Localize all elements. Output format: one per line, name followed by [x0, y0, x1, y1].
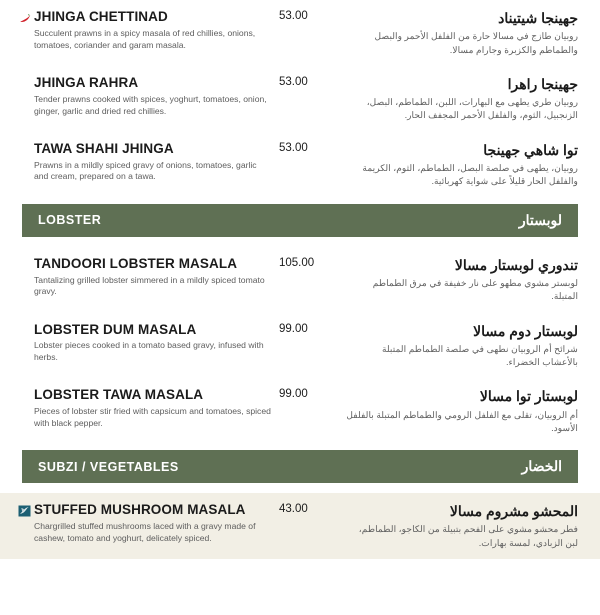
- menu-item-price: 43.00: [279, 503, 308, 516]
- menu-item[interactable]: [0, 0, 600, 66]
- menu-item-arabic: [335, 322, 578, 370]
- menu-item[interactable]: [0, 66, 600, 132]
- section-header: [22, 204, 578, 237]
- section-header: [22, 450, 578, 483]
- menu-item-name: JHINGA RAHRA: [34, 74, 139, 90]
- menu-item-description: Tantalizing grilled lobster simmered in a mildly spiced tomato gravy.: [34, 274, 265, 297]
- menu-item-description: Pieces of lobster stir fried with capsicum and tomatoes, spiced with black pepper.: [34, 406, 271, 429]
- menu-item-description: Prawns in a mildly spiced gravy of onions, tomatoes, garlic and cream, prepared on a tawa.: [34, 159, 257, 182]
- menu-item-english: [18, 75, 273, 118]
- menu-item-name-arabic: توا شاهي جهينجا: [483, 141, 578, 158]
- menu-item-price: 53.00: [279, 141, 308, 154]
- menu-item-description-arabic: شرائح أم الروبيان نطهى في صلصة الطماطم المتبلة بالأعشاب الخضراء.: [381, 343, 578, 368]
- menu-item-price: 53.00: [279, 10, 308, 22]
- menu-item-english: [18, 141, 273, 184]
- menu-item-name: TAWA SHAHI JHINGA: [34, 140, 174, 156]
- section-title-arabic: لوبستار: [518, 211, 562, 228]
- menu-item-arabic: [335, 256, 578, 304]
- menu-item-price: 99.00: [279, 322, 308, 335]
- menu-item[interactable]: [0, 493, 600, 559]
- menu-item-name: LOBSTER TAWA MASALA: [34, 387, 204, 403]
- menu-item-description-arabic: روبيان طازج في مسالا حارة من الفلفل الأحمر والبصل والطماطم والكزبرة وجارام مسالا.: [374, 31, 578, 55]
- menu-item-english: [18, 502, 273, 545]
- menu-item-description-arabic: لوبستر مشوي مطهو على نار خفيفة في مرق الطماطم المتبلة.: [372, 277, 578, 302]
- menu-item-name-arabic: جهينجا شيتيناد: [498, 10, 578, 26]
- menu-item-price: 99.00: [279, 388, 308, 401]
- menu-item[interactable]: [0, 247, 600, 313]
- menu-item-arabic: [335, 141, 578, 189]
- section-title: LOBSTER: [38, 213, 102, 228]
- menu-item-name: STUFFED MUSHROOM MASALA: [34, 502, 246, 518]
- menu-item-name-arabic: جهينجا راهرا: [507, 75, 578, 92]
- menu-item-description: Succulent prawns in a spicy masala of red chillies, onions, tomatoes, coriander and garam masala.: [34, 27, 256, 50]
- menu-item-name: LOBSTER DUM MASALA: [34, 321, 197, 337]
- menu-item-arabic: [335, 502, 578, 550]
- veg-icon: [18, 505, 31, 517]
- menu-item-english: [18, 256, 273, 299]
- menu-item-name: JHINGA CHETTINAD: [34, 9, 168, 24]
- menu-item[interactable]: [0, 132, 600, 198]
- section-title-arabic: الخضار: [521, 458, 562, 475]
- menu-item-name-arabic: لوبستار دوم مسالا: [473, 322, 578, 339]
- menu-item-name: TANDOORI LOBSTER MASALA: [34, 255, 238, 271]
- menu-item-english: [18, 9, 273, 52]
- menu-item-arabic: [335, 387, 578, 435]
- menu-item-english: [18, 322, 273, 365]
- menu-item-description-arabic: فطر محشو مشوي على الفحم بتبيلة من الكاجو، الطماطم، لبن الزبادي، لمسة بهارات.: [358, 524, 578, 548]
- menu-item-name-arabic: تندوري لوبستار مسالا: [454, 256, 578, 273]
- menu-item-description-arabic: روبيان، يطهى في صلصة البصل، الطماطم، الثوم، الكريمة والفلفل الحار قليلاً على شواية كهربائية.: [362, 162, 578, 187]
- menu-item-price: 105.00: [279, 256, 315, 269]
- menu-item-name-arabic: المحشو مشروم مسالا: [449, 503, 578, 520]
- menu-item-name-arabic: لوبستار توا مسالا: [479, 388, 578, 405]
- menu-item-price: 53.00: [279, 75, 308, 88]
- menu-item-description-arabic: روبيان طري يطهى مع البهارات، اللبن، الطماطم، البصل، الزنجبيل، الثوم، والفلفل الأحمر المجفف الحار.: [366, 97, 578, 121]
- menu-item-arabic: [335, 75, 578, 123]
- menu-item-description: Chargrilled stuffed mushrooms laced with a gravy made of cashew, tomato and yoghurt, delicately spiced.: [34, 521, 256, 543]
- menu-item-english: [18, 387, 273, 430]
- menu-item-description: Lobster pieces cooked in a tomato based gravy, infused with herbs.: [34, 340, 264, 363]
- menu-item-description: Tender prawns cooked with spices, yoghurt, tomatoes, onion, ginger, garlic and dried red chillies.: [34, 93, 267, 116]
- menu-item-description-arabic: أم الروبيان، تقلى مع الفلفل الرومي والطماطم المتبلة بالفلفل الأسود.: [346, 409, 578, 433]
- menu-item[interactable]: [0, 378, 600, 444]
- chili-icon: [18, 12, 31, 24]
- menu-item-arabic: [335, 9, 578, 57]
- menu-item[interactable]: [0, 313, 600, 379]
- section-title: SUBZI / VEGETABLES: [38, 459, 179, 474]
